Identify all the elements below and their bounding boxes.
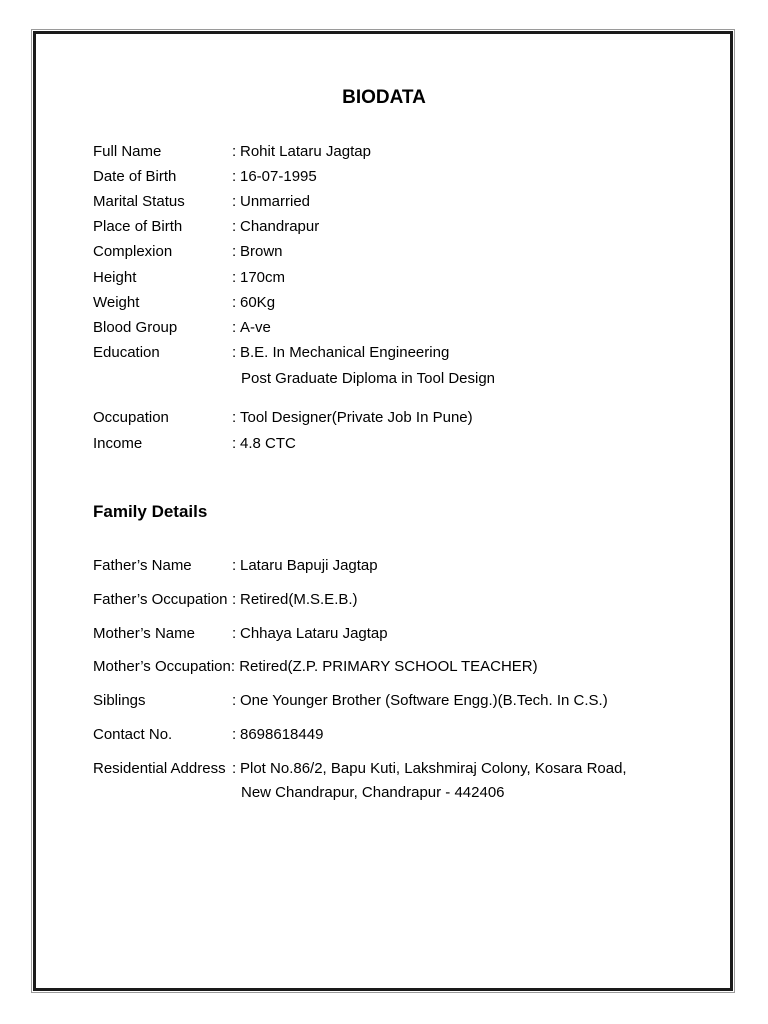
full-name-value: Rohit Lataru Jagtap (240, 143, 371, 160)
height-value: 170cm (240, 269, 286, 286)
fathers-name-value: Lataru Bapuji Jagtap (240, 557, 378, 574)
residential-address-row: Residential Address : Plot No.86/2, Bapu Kuti, Lakshmiraj Colony, Kosara Road, (93, 760, 627, 777)
income-value: 4.8 CTC (240, 435, 296, 452)
mothers-occupation-label: Mother’s Occupation (93, 658, 231, 675)
mothers-occupation-value: Retired(Z.P. PRIMARY SCHOOL TEACHER) (239, 658, 538, 675)
income-label: Income (93, 435, 143, 452)
education-label: Education (93, 344, 160, 361)
blood-group-value: A-ve (240, 319, 271, 336)
mothers-name-label: Mother’s Name (93, 625, 195, 642)
occupation-row: Occupation : Tool Designer(Private Job In Pune) (93, 409, 473, 426)
fathers-occupation-row: Father’s Occupation : Retired(M.S.E.B.) (93, 591, 358, 608)
marital-status-row: Marital Status : Unmarried (93, 193, 311, 210)
complexion-row: Complexion : Brown (93, 243, 283, 260)
fathers-name-label: Father’s Name (93, 557, 192, 574)
residential-address-continuation: New Chandrapur, Chandrapur - 442406 (241, 784, 505, 801)
mothers-name-row: Mother’s Name : Chhaya Lataru Jagtap (93, 625, 388, 642)
marital-status-label: Marital Status (93, 193, 185, 210)
fathers-occupation-value: Retired(M.S.E.B.) (240, 591, 358, 608)
complexion-value: Brown (240, 243, 283, 260)
weight-row: Weight : 60Kg (93, 294, 276, 311)
marital-status-value: Unmarried (240, 193, 311, 210)
mothers-occupation-row: Mother’s Occupation: Retired(Z.P. PRIMARY SCHOOL TEACHER) (93, 658, 538, 675)
blood-group-row: Blood Group : A-ve (93, 319, 271, 336)
siblings-row: Siblings : One Younger Brother (Software Engg.)(B.Tech. In C.S.) (93, 692, 608, 709)
contact-no-value: 8698618449 (240, 726, 324, 743)
blood-group-label: Blood Group (93, 319, 178, 336)
fathers-occupation-label: Father’s Occupation (93, 591, 228, 608)
residential-address-value: Plot No.86/2, Bapu Kuti, Lakshmiraj Colony, Kosara Road, (240, 760, 627, 777)
full-name-row: Full Name : Rohit Lataru Jagtap (93, 143, 371, 160)
place-of-birth-value: Chandrapur (240, 218, 320, 235)
family-details-heading: Family Details (93, 502, 208, 521)
date-of-birth-value: 16-07-1995 (240, 168, 317, 185)
height-row: Height : 170cm (93, 269, 286, 286)
occupation-value: Tool Designer(Private Job In Pune) (240, 409, 473, 426)
siblings-value: One Younger Brother (Software Engg.)(B.Tech. In C.S.) (240, 692, 608, 709)
income-row: Income : 4.8 CTC (93, 435, 296, 452)
weight-value: 60Kg (240, 294, 276, 311)
education-value: B.E. In Mechanical Engineering (240, 344, 450, 361)
education-row: Education : B.E. In Mechanical Engineering (93, 344, 450, 361)
contact-no-label: Contact No. (93, 726, 173, 743)
date-of-birth-row: Date of Birth : 16-07-1995 (93, 168, 317, 185)
weight-label: Weight (93, 294, 140, 311)
full-name-label: Full Name (93, 143, 162, 160)
complexion-label: Complexion (93, 243, 173, 260)
height-label: Height (93, 269, 137, 286)
contact-no-row: Contact No. : 8698618449 (93, 726, 324, 743)
place-of-birth-row: Place of Birth : Chandrapur (93, 218, 320, 235)
siblings-label: Siblings (93, 692, 146, 709)
occupation-label: Occupation (93, 409, 169, 426)
date-of-birth-label: Date of Birth (93, 168, 177, 185)
fathers-name-row: Father’s Name : Lataru Bapuji Jagtap (93, 557, 378, 574)
residential-address-label: Residential Address (93, 760, 226, 777)
place-of-birth-label: Place of Birth (93, 218, 183, 235)
mothers-name-value: Chhaya Lataru Jagtap (240, 625, 388, 642)
education-continuation: Post Graduate Diploma in Tool Design (241, 370, 496, 387)
document-title: BIODATA (342, 87, 426, 108)
